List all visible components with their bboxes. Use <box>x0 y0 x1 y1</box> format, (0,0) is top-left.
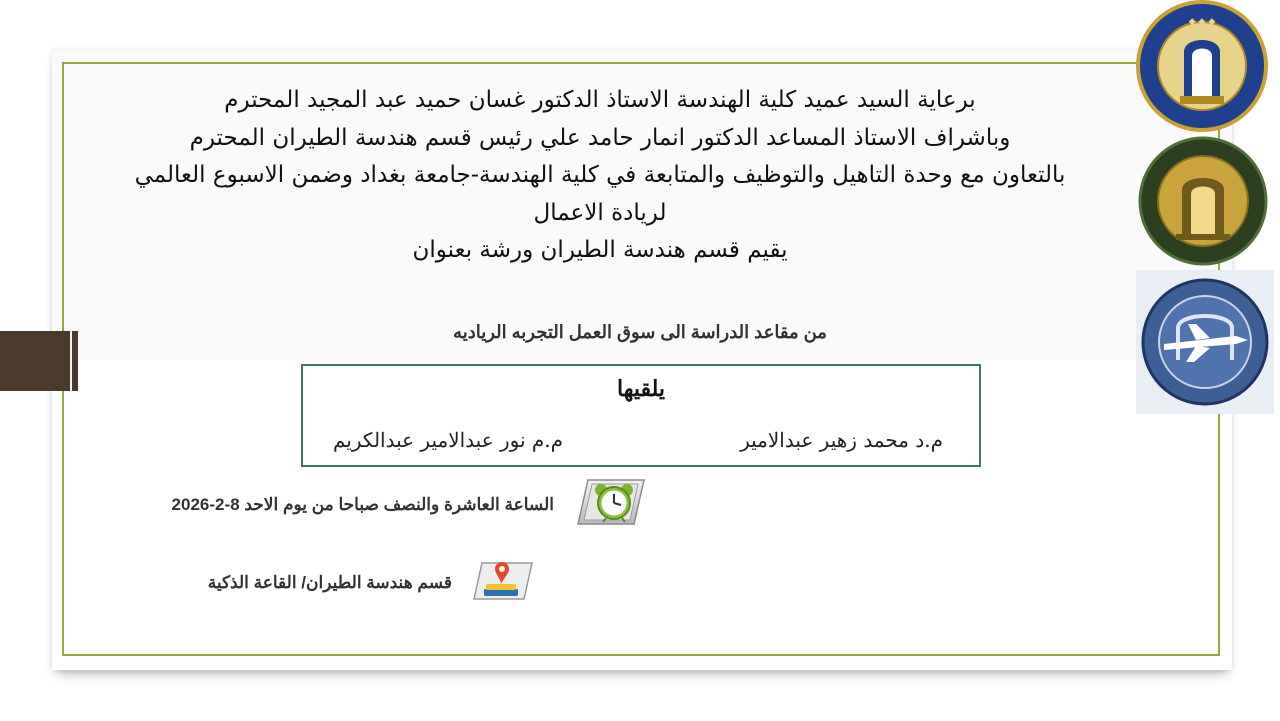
svg-text:◆ ◆ ◆: ◆ ◆ ◆ <box>1188 17 1216 27</box>
header-text <box>80 82 1120 270</box>
header-line-cooperation: بالتعاون مع وحدة التاهيل والتوظيف والمتابعة في كلية الهندسة-جامعة بغداد وضمن الاسبوع العالمي <box>134 162 1066 188</box>
header-line-workshop-intro: يقيم قسم هندسة الطيران ورشة بعنوان <box>412 237 788 263</box>
header-line-patronage: برعاية السيد عميد كلية الهندسة الاستاذ الدكتور غسان حميد عبد المجيد المحترم <box>224 87 976 113</box>
header-line-entrepreneurship: لريادة الاعمال <box>533 199 667 226</box>
side-tab-decoration <box>0 331 78 391</box>
location-pin-icon <box>470 555 536 610</box>
header-line-supervision: وباشراف الاستاذ المساعد الدكتور انمار حامد علي رئيس قسم هندسة الطيران المحترم <box>189 124 1011 151</box>
event-place-text: قسم هندسة الطيران/ القاعة الذكية <box>207 572 452 592</box>
workshop-title: من مقاعد الدراسة الى سوق العمل التجربه الرياديه <box>453 322 827 342</box>
event-time-text: الساعة العاشرة والنصف صباحا من يوم الاحد 8-2-2026 <box>171 494 554 514</box>
university-of-baghdad-logo <box>1132 0 1272 136</box>
college-of-engineering-logo <box>1136 134 1270 272</box>
aeronautical-department-logo <box>1136 270 1274 418</box>
speakers-heading: يلقيها <box>616 376 666 401</box>
alarm-clock-icon <box>572 474 648 535</box>
speakers-names <box>333 428 943 452</box>
logo-column <box>1132 0 1280 420</box>
speakers-box <box>301 364 981 467</box>
speaker-1-name: م.د محمد زهير عبدالامير <box>740 428 943 452</box>
place-row <box>208 555 536 610</box>
side-tab-line <box>70 331 72 391</box>
speaker-2-name: م.م نور عبدالامير عبدالكريم <box>333 428 564 452</box>
time-row <box>172 474 648 535</box>
